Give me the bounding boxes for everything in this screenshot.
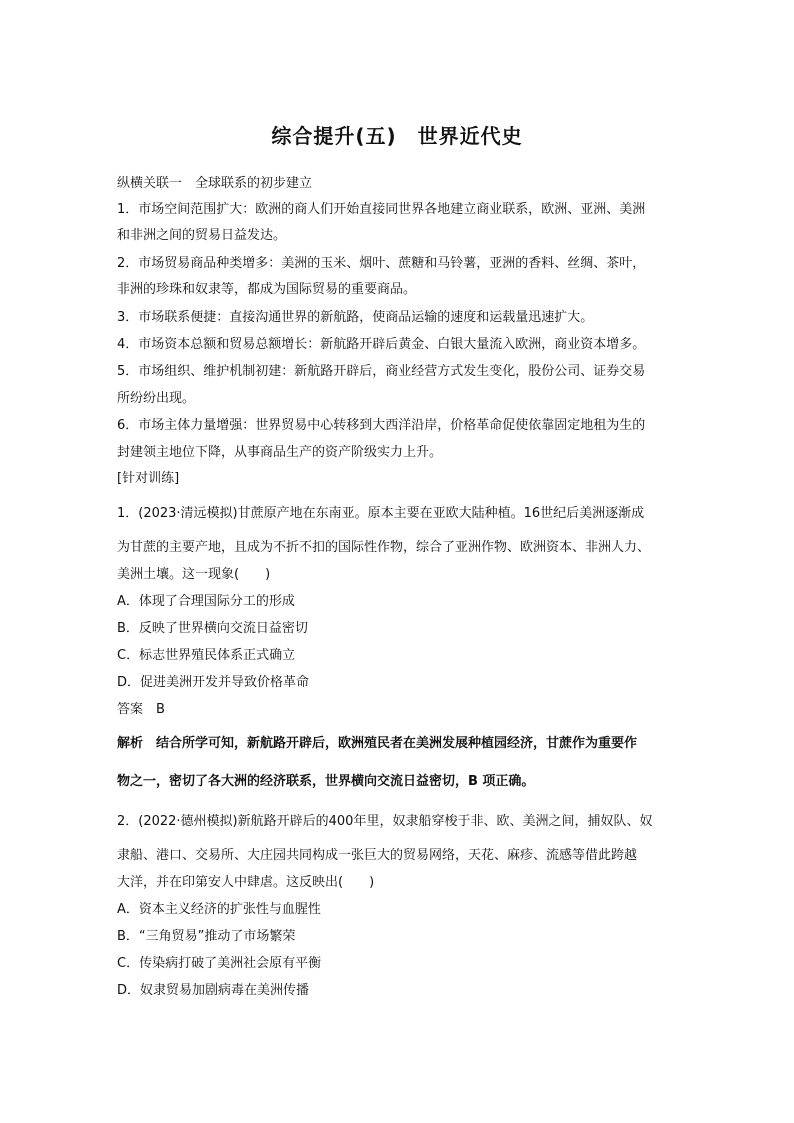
q2-stem-line-3: 大洋，并在印第安人中肆虐。这反映出( )	[117, 875, 375, 890]
point-3-line-1: 3．市场联系便捷：直接沟通世界的新航路，使商品运输的速度和运载量迅速扩大。	[117, 310, 594, 325]
q1-stem-line-1: 1．(2023·清远模拟)甘蔗原产地在东南亚。原本主要在亚欧大陆种植。16世纪后美洲逐渐成	[117, 506, 645, 521]
q1-stem-line-2: 为甘蔗的主要产地，且成为不折不扣的国际性作物，综合了亚洲作物、欧洲资本、非洲人力、	[117, 540, 651, 555]
point-2-line-1: 2．市场贸易商品种类增多：美洲的玉米、烟叶、蔗糖和马铃薯，亚洲的香料、丝绸、茶叶，	[117, 256, 646, 271]
section-heading: 纵横关联一 全球联系的初步建立	[117, 176, 313, 191]
training-label: [针对训练]	[117, 471, 180, 486]
point-4-line-1: 4．市场资本总额和贸易总额增长：新航路开辟后黄金、白银大量流入欧洲，商业资本增多。	[117, 337, 646, 352]
q2-option-a: A．资本主义经济的扩张性与血腥性	[117, 902, 321, 917]
q1-option-c: C．标志世界殖民体系正式确立	[117, 648, 296, 663]
q2-stem-line-2: 隶船、港口、交易所、大庄园共同构成一张巨大的贸易网络，天花、麻疹、流感等借此跨越	[117, 848, 638, 863]
page-title: 综合提升(五) 世界近代史	[271, 124, 523, 148]
q1-stem-line-3: 美洲土壤。这一现象( )	[117, 567, 271, 582]
q1-analysis-line-1: 解析 结合所学可知，新航路开辟后，欧洲殖民者在美洲发展种植园经济，甘蔗作为重要作	[117, 736, 638, 751]
q1-option-a: A．体现了合理国际分工的形成	[117, 594, 295, 609]
point-6-line-1: 6．市场主体力量增强：世界贸易中心转移到大西洋沿岸，价格革命促使依靠固定地租为生的	[117, 418, 646, 433]
point-5-line-1: 5．市场组织、维护机制初建：新航路开辟后，商业经营方式发生变化，股份公司、证券交易	[117, 364, 646, 379]
point-6-line-2: 封建领主地位下降，从事商品生产的资产阶级实力上升。	[117, 445, 443, 460]
q1-answer: 答案 B	[117, 702, 165, 717]
q1-analysis-line-2: 物之一，密切了各大洲的经济联系，世界横向交流日益密切，B 项正确。	[117, 774, 535, 789]
q2-option-c: C．传染病打破了美洲社会原有平衡	[117, 956, 322, 971]
q2-option-d: D．奴隶贸易加剧病毒在美洲传播	[117, 983, 310, 998]
point-1-line-1: 1．市场空间范围扩大：欧洲的商人们开始直接同世界各地建立商业联系，欧洲、亚洲、美洲	[117, 202, 646, 217]
point-1-line-2: 和非洲之间的贸易日益发达。	[117, 228, 287, 243]
point-5-line-2: 所纷纷出现。	[117, 391, 196, 406]
q1-option-d: D．促进美洲开发并导致价格革命	[117, 675, 310, 690]
q2-option-b: B．“三角贸易”推动了市场繁荣	[117, 929, 296, 944]
q1-option-b: B．反映了世界横向交流日益密切	[117, 621, 308, 636]
point-2-line-2: 非洲的珍珠和奴隶等，都成为国际贸易的重要商品。	[117, 282, 417, 297]
q2-stem-line-1: 2．(2022·德州模拟)新航路开辟后的400年里，奴隶船穿梭于非、欧、美洲之间，捕奴队、奴	[117, 814, 653, 829]
